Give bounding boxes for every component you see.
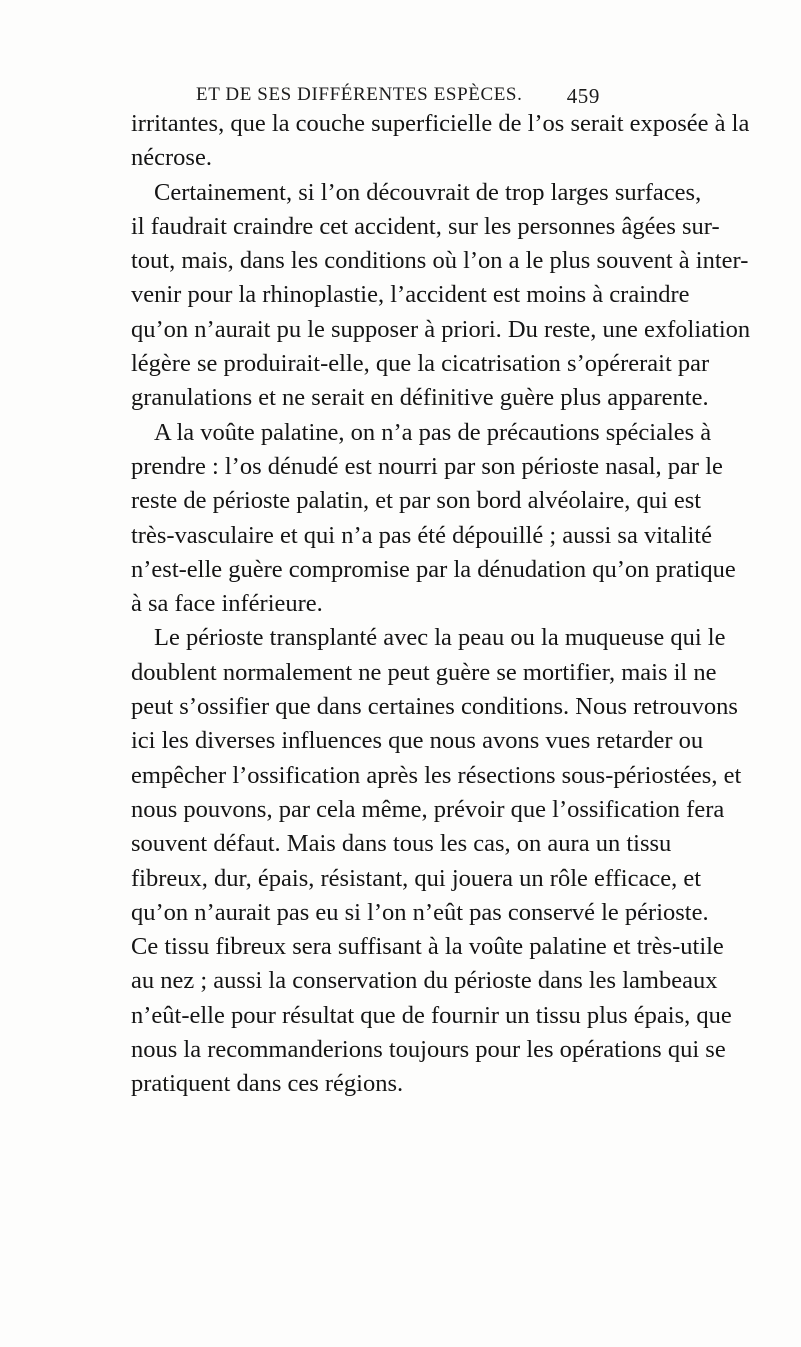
text-line: il faudrait craindre cet accident, sur les personnes âgées sur-	[131, 212, 720, 240]
text-line: tout, mais, dans les conditions où l’on a le plus souvent à inter-	[131, 247, 749, 275]
page-number: 459	[566, 84, 600, 108]
text-line: très-vasculaire et qui n’a pas été dépouillé ; aussi sa vitalité	[131, 521, 712, 549]
text-line: n’eût-elle pour résultat que de fournir un tissu plus épais, que	[131, 1001, 732, 1029]
text-line: qu’on n’aurait pas eu si l’on n’eût pas conservé le périoste.	[131, 898, 709, 926]
text-line: au nez ; aussi la conservation du périoste dans les lambeaux	[131, 967, 718, 995]
running-title: ET DE SES DIFFÉRENTES ESPÈCES.	[196, 84, 523, 105]
text-line: irritantes, que la couche superficielle de l’os serait exposée à la	[131, 110, 750, 137]
text-line: qu’on n’aurait pu le supposer à priori. Du reste, une exfoliation	[131, 315, 751, 343]
text-line: venir pour la rhinoplastie, l’accident est moins à craindre	[131, 281, 690, 309]
text-line: granulations et ne serait en définitive guère plus apparente.	[131, 384, 709, 412]
text-line: nécrose.	[131, 144, 212, 172]
text-line: doublent normalement ne peut guère se mortifier, mais il ne	[131, 658, 717, 686]
text-line: fibreux, dur, épais, résistant, qui jouera un rôle efficace, et	[131, 864, 702, 892]
text-line: nous pouvons, par cela même, prévoir que l’ossification fera	[131, 795, 725, 823]
text-line: légère se produirait-elle, que la cicatrisation s’opérerait par	[131, 350, 710, 378]
paragraph-start-line: Certainement, si l’on découvrait de trop larges surfaces,	[154, 178, 702, 206]
text-line: nous la recommanderions toujours pour les opérations qui se	[131, 1036, 726, 1064]
text-line: prendre : l’os dénudé est nourri par son périoste nasal, par le	[131, 452, 723, 480]
text-line: empêcher l’ossification après les résections sous-périostées, et	[131, 761, 742, 789]
text-line: Ce tissu fibreux sera suffisant à la voûte palatine et très-utile	[131, 933, 724, 961]
text-line: reste de périoste palatin, et par son bord alvéolaire, qui est	[131, 487, 702, 515]
body-text	[131, 107, 751, 1102]
text-line: à sa face inférieure.	[131, 590, 323, 618]
text-line: n’est-elle guère compromise par la dénudation qu’on pratique	[131, 555, 736, 583]
paragraph-start-line: A la voûte palatine, on n’a pas de précautions spéciales à	[154, 418, 712, 446]
text-line: ici les diverses influences que nous avons vues retarder ou	[131, 727, 704, 755]
text-line: souvent défaut. Mais dans tous les cas, on aura un tissu	[131, 830, 672, 858]
paragraph-start-line: Le périoste transplanté avec la peau ou la muqueuse qui le	[154, 624, 726, 652]
text-line: peut s’ossifier que dans certaines conditions. Nous retrouvons	[131, 693, 738, 721]
text-line: pratiquent dans ces régions.	[131, 1070, 404, 1098]
